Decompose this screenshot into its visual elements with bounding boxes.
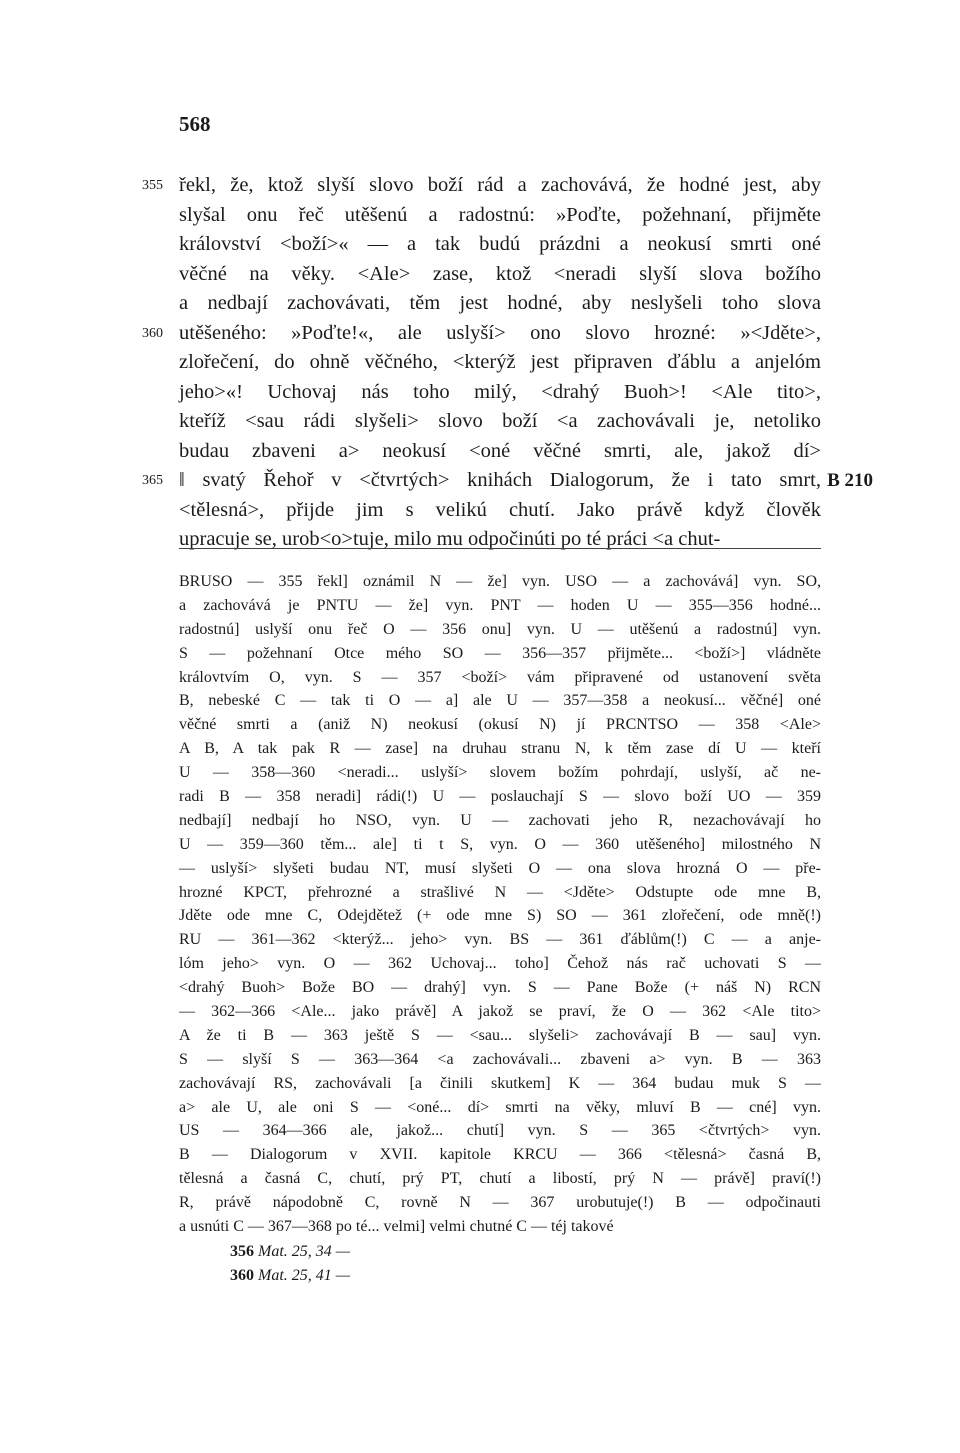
text-line	[179, 230, 821, 260]
apparatus-line: — uslyší> slyšeti budau NT, musí slyšeti O — ona slova hrozná O — pře-	[179, 859, 821, 877]
apparatus-line: B — Dialogorum v XVII. kapitole KRCU — 366 <tělesná> časná B,	[179, 1146, 821, 1164]
apparatus-line: lóm jeho> vyn. O — 362 Uchovaj... toho] Čehož nás rač uchovati S —	[179, 955, 821, 973]
line-text: a nedbají zachovávati, těm jest hodné, aby neslyšeli toho slova	[179, 292, 821, 314]
apparatus-line: hrozné KPCT, přehrozné a strašlivé N — <Jděte> Odstupte ode mne B,	[179, 883, 821, 901]
line-number: 365	[142, 473, 163, 488]
apparatus-line: US — 364—366 ale, jakož... chutí] vyn. S — 365 <čtvrtých> vyn.	[179, 1122, 821, 1140]
apparatus-line: královtvím O, vyn. S — 357 <boží> vám připravené od ustanovení světa	[179, 668, 821, 686]
reference-citation: Mat. 25, 41 —	[258, 1267, 350, 1284]
text-line	[179, 496, 821, 526]
apparatus-line: tělesná a časná C, chutí, prý PT, chutí a libostí, prý N — právě] praví(!)	[179, 1170, 821, 1188]
text-line	[179, 289, 821, 319]
apparatus-line: R, právě nápodobně C, rovně N — 367 urobutuje(!) B — odpočinauti	[179, 1194, 821, 1212]
apparatus-line: A že ti B — 363 ještě S — <sau... slyšeli> zachovávají B — sau] vyn.	[179, 1026, 821, 1044]
biblical-references	[230, 1240, 350, 1288]
line-text: <tělesná>, přijde jim s velikú chutí. Jako právě když člověk	[179, 498, 821, 521]
line-text: království <boží>« — a tak budú prázdni a neokusí smrti oné	[179, 233, 821, 255]
apparatus-line: <drahý Buoh> Bože BO — drahý] vyn. S — Pane Bože (+ náš N) RCN	[179, 979, 821, 997]
line-text: budau zbaveni a> neokusí <oné věčné smrti, ale, jakož dí>	[179, 439, 821, 462]
line-number: 360	[142, 325, 163, 341]
reference-line-number: 360	[230, 1267, 258, 1284]
text-line	[142, 319, 821, 349]
apparatus-line: radostnú] uslyší onu řeč O — 356 onu] vyn. U — utěšenú a radostnú] vyn.	[179, 620, 821, 638]
text-line	[142, 171, 821, 201]
apparatus-line: U — 359—360 těm... ale] ti t S, vyn. O — 360 utěšeného] milostného N	[179, 835, 821, 853]
line-text: kteříž <sau rádi slyšeli> slovo boží <a zachovávali je, netoliko	[179, 410, 821, 432]
page-number: 568	[179, 112, 211, 136]
reference-line-number: 356	[230, 1243, 258, 1260]
line-text: slyšal onu řeč utěšenú a radostnú: »Poďte, požehnaní, přijměte	[179, 203, 821, 226]
text-line	[179, 437, 821, 467]
apparatus-line: radi B — 358 neradi] rádi(!) U — poslauchají S — slovo boží UO — 359	[179, 788, 821, 806]
critical-apparatus	[179, 570, 821, 1239]
text-line	[179, 260, 821, 290]
apparatus-line: věčné smrti a (aniž N) neokusí (okusí N) jí PRCNTSO — 358 <Ale>	[179, 716, 821, 734]
reference-line	[230, 1264, 350, 1288]
text-line	[179, 407, 821, 437]
apparatus-divider	[179, 548, 821, 549]
line-number: 355	[142, 178, 163, 193]
reference-line	[230, 1240, 350, 1264]
apparatus-line: B, nebeské C — tak ti O — a] ale U — 357—358 a neokusí... věčné] oné	[179, 692, 821, 710]
apparatus-line: A B, A tak pak R — zase] na druhau stranu N, k těm zase dí U — kteří	[179, 740, 821, 758]
line-text: upracuje se, urob<o>tuje, milo mu odpočinúti po té práci <a chut-	[179, 528, 721, 550]
apparatus-line: U — 358—360 <neradi... uslyší> slovem božím pohrdají, uslyší, ač ne-	[179, 764, 821, 782]
apparatus-line: a usnúti C — 367—368 po té... velmi] velmi chutné C — téj takové	[179, 1218, 614, 1236]
apparatus-line: nedbají] nedbají ho NSO, vyn. U — zachovati jeho R, nezachovávají ho	[179, 811, 821, 829]
apparatus-line: — 362—366 <Ale... jako právě] A jakož se praví, že O — 362 <Ale tito>	[179, 1003, 821, 1021]
main-text	[142, 171, 873, 555]
line-text: ‖ svatý Řehoř v <čtvrtých> knihách Dialogorum, že i tato smrt,	[179, 469, 821, 491]
apparatus-line: RU — 361—362 <kterýž... jeho> vyn. BS — 361 ďáblům(!) C — a anje-	[179, 931, 821, 949]
apparatus-line: a zachovává je PNTU — že] vyn. PNT — hoden U — 355—356 hodné...	[179, 596, 821, 614]
line-text: věčné na věky. <Ale> zase, ktož <neradi slyší slova božího	[179, 262, 821, 285]
apparatus-line: zachovávají RS, zachovávali [a činili skutkem] K — 364 budau muk S —	[179, 1074, 821, 1092]
line-text: jeho>«! Uchovaj nás toho milý, <drahý Buoh>! <Ale tito>,	[179, 380, 821, 403]
apparatus-line: BRUSO — 355 řekl] oznámil N — že] vyn. USO — a zachovává] vyn. SO,	[179, 573, 821, 590]
apparatus-line: a> ale U, ale oni S — <oné... dí> smrti na věky, mluví B — cné] vyn.	[179, 1098, 821, 1116]
text-line	[179, 348, 821, 378]
apparatus-line: Jděte ode mne C, Odejdětež (+ ode mne S) SO — 361 zlořečení, ode mně(!)	[179, 907, 821, 925]
text-line	[179, 525, 821, 555]
text-line	[179, 201, 821, 231]
reference-citation: Mat. 25, 34 —	[258, 1243, 350, 1260]
line-text: řekl, že, ktož slyší slovo boží rád a zachovává, že hodné jest, aby	[179, 174, 821, 196]
apparatus-line: S — požehnaní Otce mého SO — 356—357 přijměte... <boží>] vládněte	[179, 644, 821, 662]
margin-reference: B 210	[827, 470, 873, 491]
line-text: zlořečení, do ohně věčného, <kterýž jest připraven ďáblu a anjelóm	[179, 351, 821, 373]
line-text: utěšeného: »Poďte!«, ale uslyší> ono slovo hrozné: »<Jděte>,	[179, 321, 821, 344]
text-line	[179, 378, 821, 408]
text-line	[142, 466, 873, 496]
apparatus-line: S — slyší S — 363—364 <a zachovávali... zbaveni a> vyn. B — 363	[179, 1050, 821, 1068]
